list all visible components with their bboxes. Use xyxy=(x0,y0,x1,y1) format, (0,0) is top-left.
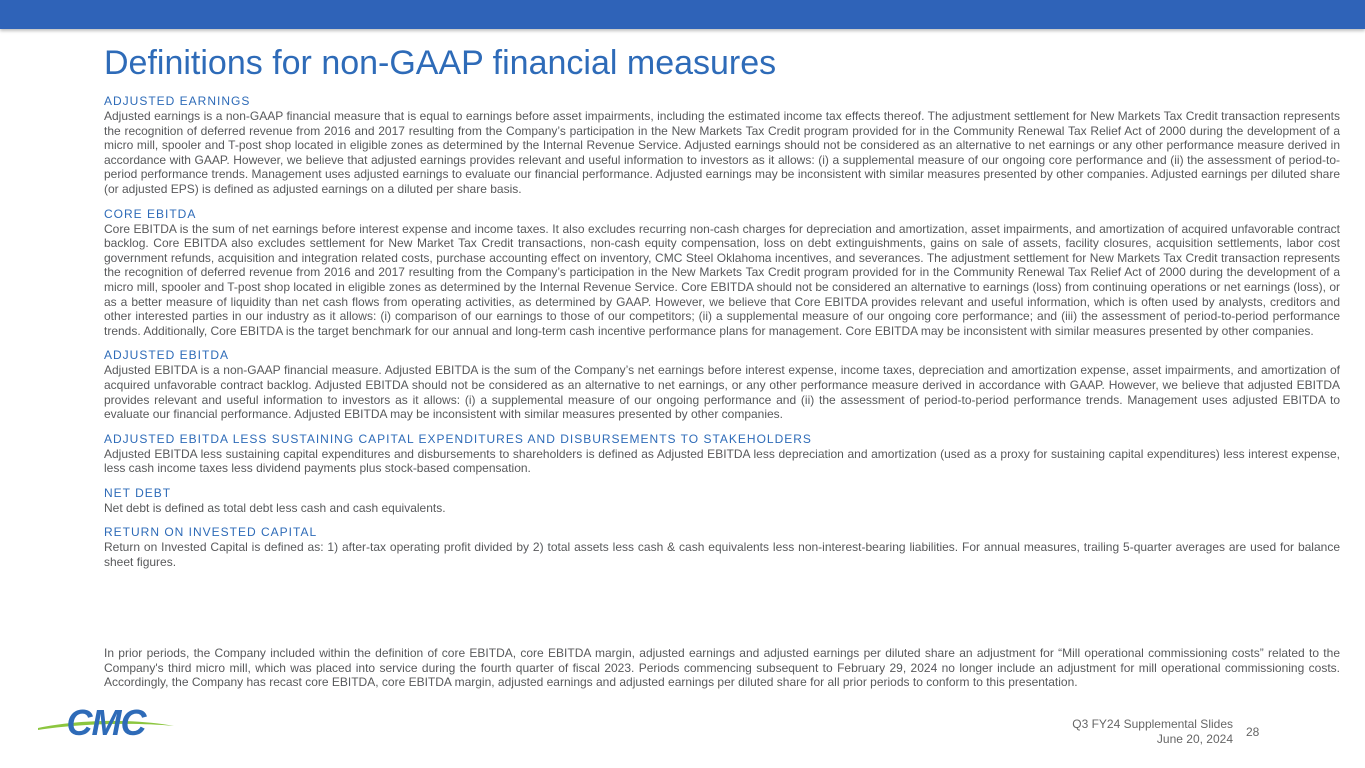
section-adjusted-ebitda-less-capex xyxy=(104,432,1340,476)
section-return-on-invested-capital xyxy=(104,525,1340,569)
section-heading: CORE EBITDA xyxy=(104,206,197,221)
cmc-logo xyxy=(36,700,176,742)
page-number: 28 xyxy=(1246,725,1260,739)
logo-text: CMC xyxy=(66,702,146,742)
prior-periods-note: In prior periods, the Company included within the definition of core EBITDA, core EBITDA margin, adjusted earnings and adjusted earnings per diluted share an adjustment for “Mill operational commissioning costs” related to the Company's third micro mill, which was placed into service during the fourth quarter of fiscal 2023. Periods commencing subsequent to February 29, 2024 no longer include an adjustment for mill operational commissioning costs. Accordingly, the Company has recast core EBITDA, core EBITDA margin, adjusted earnings and adjusted earnings per diluted share for all prior periods to conform to this presentation. xyxy=(104,646,1340,690)
footer xyxy=(1072,717,1233,747)
section-body: Adjusted earnings is a non-GAAP financial measure that is equal to earnings before asset impairments, including the estimated income tax effects thereof. The adjustment settlement for New Markets Tax Credit transaction represents the recognition of deferred revenue from 2016 and 2017 resulting from the Company’s participation in the New Markets Tax Credit program provided for in the Community Renewal Tax Relief Act of 2000 during the development of a micro mill, spooler and T-post shop located in eligible zones as determined by the Internal Revenue Service. Adjusted earnings should not be considered as an alternative to net earnings or any other performance measure derived in accordance with GAAP. However, we believe that adjusted earnings provides relevant and useful information to investors as it allows: (i) a supplemental measure of our ongoing core performance and (ii) the assessment of period-to-period performance trends. Management uses adjusted earnings to evaluate our financial performance. Adjusted earnings may be inconsistent with similar measures presented by other companies. Adjusted earnings per diluted share (or adjusted EPS) is defined as adjusted earnings on a diluted per share basis. xyxy=(104,109,1340,196)
section-heading: RETURN ON INVESTED CAPITAL xyxy=(104,525,318,540)
section-net-debt xyxy=(104,486,1340,516)
section-heading: NET DEBT xyxy=(104,485,172,500)
footer-date: June 20, 2024 xyxy=(1156,732,1233,746)
footer-deck-title: Q3 FY24 Supplemental Slides xyxy=(1072,717,1233,731)
section-heading: ADJUSTED EARNINGS xyxy=(104,94,251,108)
top-banner xyxy=(0,0,1365,29)
section-adjusted-earnings xyxy=(104,94,1340,197)
section-body: Adjusted EBITDA is a non-GAAP financial measure. Adjusted EBITDA is the sum of the Company’s net earnings before interest expense, income taxes, depreciation and amortization expense, asset impairments, and amortization of acquired unfavorable contract backlog. Adjusted EBITDA should not be considered as an alternative to net earnings, or any other performance measure derived in accordance with GAAP. However, we believe that adjusted EBITDA provides relevant and useful information to investors as it allows: (i) a supplemental measure of our ongoing performance and (ii) the assessment of period-to-period performance trends. Management uses adjusted EBITDA to evaluate our financial performance. Adjusted EBITDA may be inconsistent with similar measures presented by other companies. xyxy=(104,363,1340,422)
section-body: Core EBITDA is the sum of net earnings before interest expense and income taxes. It also excludes recurring non-cash charges for depreciation and amortization, asset impairments, and amortization of acquired unfavorable contract backlog. Core EBITDA also excludes settlement for New Market Tax Credit transactions, non-cash equity compensation, loss on debt extinguishments, gains on sale of assets, facility closures, acquisition settlements, labor cost government refunds, acquisition and integration related costs, purchase accounting effect on inventory, CMC Steel Oklahoma incentives, and severances. The adjustment settlement for New Markets Tax Credit transaction represents the recognition of deferred revenue from 2016 and 2017 resulting from the Company’s participation in the New Markets Tax Credit program provided for in the Community Renewal Tax Relief Act of 2000 during the development of a micro mill, spooler and T-post shop located in eligible zones as determined by the Internal Revenue Service. Core EBITDA should not be considered an alternative to earnings (loss) from continuing operations or net earnings (loss), or as a better measure of liquidity than net cash flows from operating activities, as determined by GAAP. However, we believe that Core EBITDA provides relevant and useful information, which is often used by analysts, creditors and other interested parties in our industry as it allows: (i) comparison of our earnings to those of our competitors; (ii) a supplemental measure of our ongoing core performance; and (iii) the assessment of period-to-period performance trends. Additionally, Core EBITDA is the target benchmark for our annual and long-term cash incentive performance plans for management. Core EBITDA may be inconsistent with similar measures presented by other companies. xyxy=(104,221,1340,338)
section-body: Adjusted EBITDA less sustaining capital expenditures and disbursements to shareholders is defined as Adjusted EBITDA less depreciation and amortization (used as a proxy for sustaining capital expenditures) less interest expense, less cash income taxes less dividend payments plus stock-based compensation. xyxy=(104,446,1340,476)
section-body: Net debt is defined as total debt less cash and cash equivalents. xyxy=(104,500,446,515)
definitions-list xyxy=(104,94,1340,580)
section-core-ebitda xyxy=(104,207,1340,339)
section-heading: ADJUSTED EBITDA LESS SUSTAINING CAPITAL EXPENDITURES AND DISBURSEMENTS TO STAKEHOLDERS xyxy=(104,431,812,446)
section-adjusted-ebitda xyxy=(104,348,1340,421)
section-heading: ADJUSTED EBITDA xyxy=(104,348,230,363)
page-title: Definitions for non-GAAP financial measures xyxy=(104,44,777,82)
section-body: Return on Invested Capital is defined as: 1) after-tax operating profit divided by 2) total assets less cash & cash equivalents less non-interest-bearing liabilities. For annual measures, trailing 5-quarter averages are used for balance sheet figures. xyxy=(104,540,1340,570)
